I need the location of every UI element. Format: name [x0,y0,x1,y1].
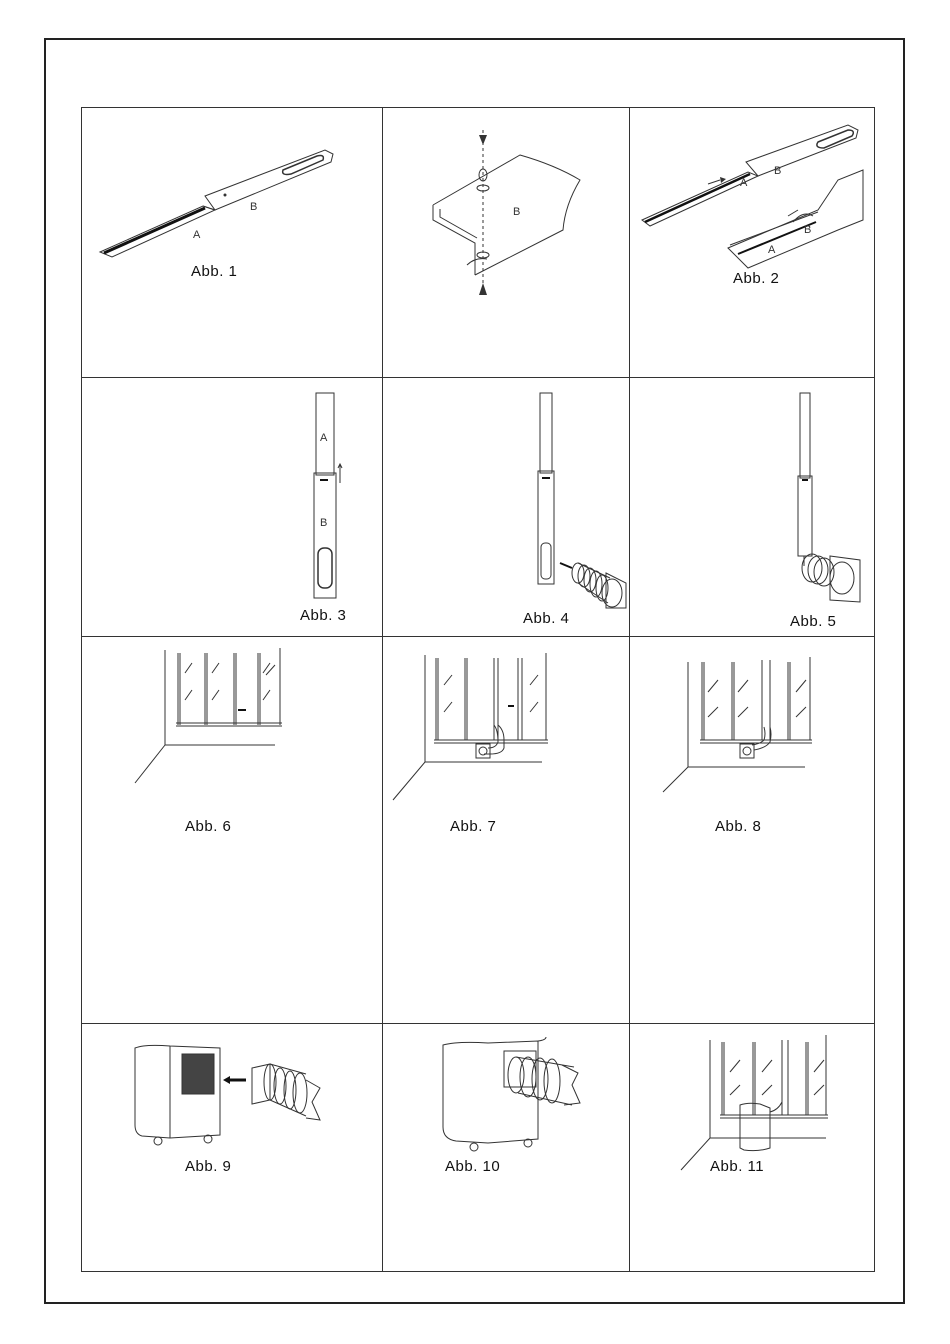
figure-abb1-slider [95,140,345,270]
caption-abb3: Abb. 3 [300,607,347,624]
figure-abb10-ac-unit-connected [438,1035,588,1155]
grid-divider-h2 [82,636,874,637]
figure-abb7-window-hose [390,650,550,805]
label-b: B [250,201,258,213]
label-b: B [320,517,328,529]
grid-divider-h3 [82,1023,874,1024]
figure-abb9-ac-unit-hose [130,1040,330,1150]
figure-detail-screw [415,125,590,300]
figure-abb5-hose-connected [790,388,870,610]
grid-divider-h1 [82,377,874,378]
caption-abb10: Abb. 10 [445,1158,501,1175]
caption-abb2: Abb. 2 [733,270,780,287]
caption-abb1: Abb. 1 [191,263,238,280]
grid-divider-v2 [629,108,630,1271]
figure-abb3-vertical-slider [300,388,360,603]
label-b: B [774,165,782,177]
caption-abb8: Abb. 8 [715,818,762,835]
figure-abb4-hose-attach [520,388,630,613]
caption-abb9: Abb. 9 [185,1158,232,1175]
label-a: A [320,432,328,444]
grid-divider-v1 [382,108,383,1271]
label-a: A [740,177,748,189]
caption-abb5: Abb. 5 [790,613,837,630]
label-a: A [768,244,776,256]
figure-abb6-window [130,645,300,790]
label-b: B [513,206,521,218]
label-a: A [193,229,201,241]
caption-abb11: Abb. 11 [710,1158,765,1175]
figure-abb11-ac-unit-window [678,1030,838,1175]
figure-abb8-window-hose [660,652,820,797]
figure-abb2-slider-assembly [638,120,868,275]
caption-abb6: Abb. 6 [185,818,232,835]
caption-abb7: Abb. 7 [450,818,497,835]
label-b: B [804,224,812,236]
caption-abb4: Abb. 4 [523,610,570,627]
